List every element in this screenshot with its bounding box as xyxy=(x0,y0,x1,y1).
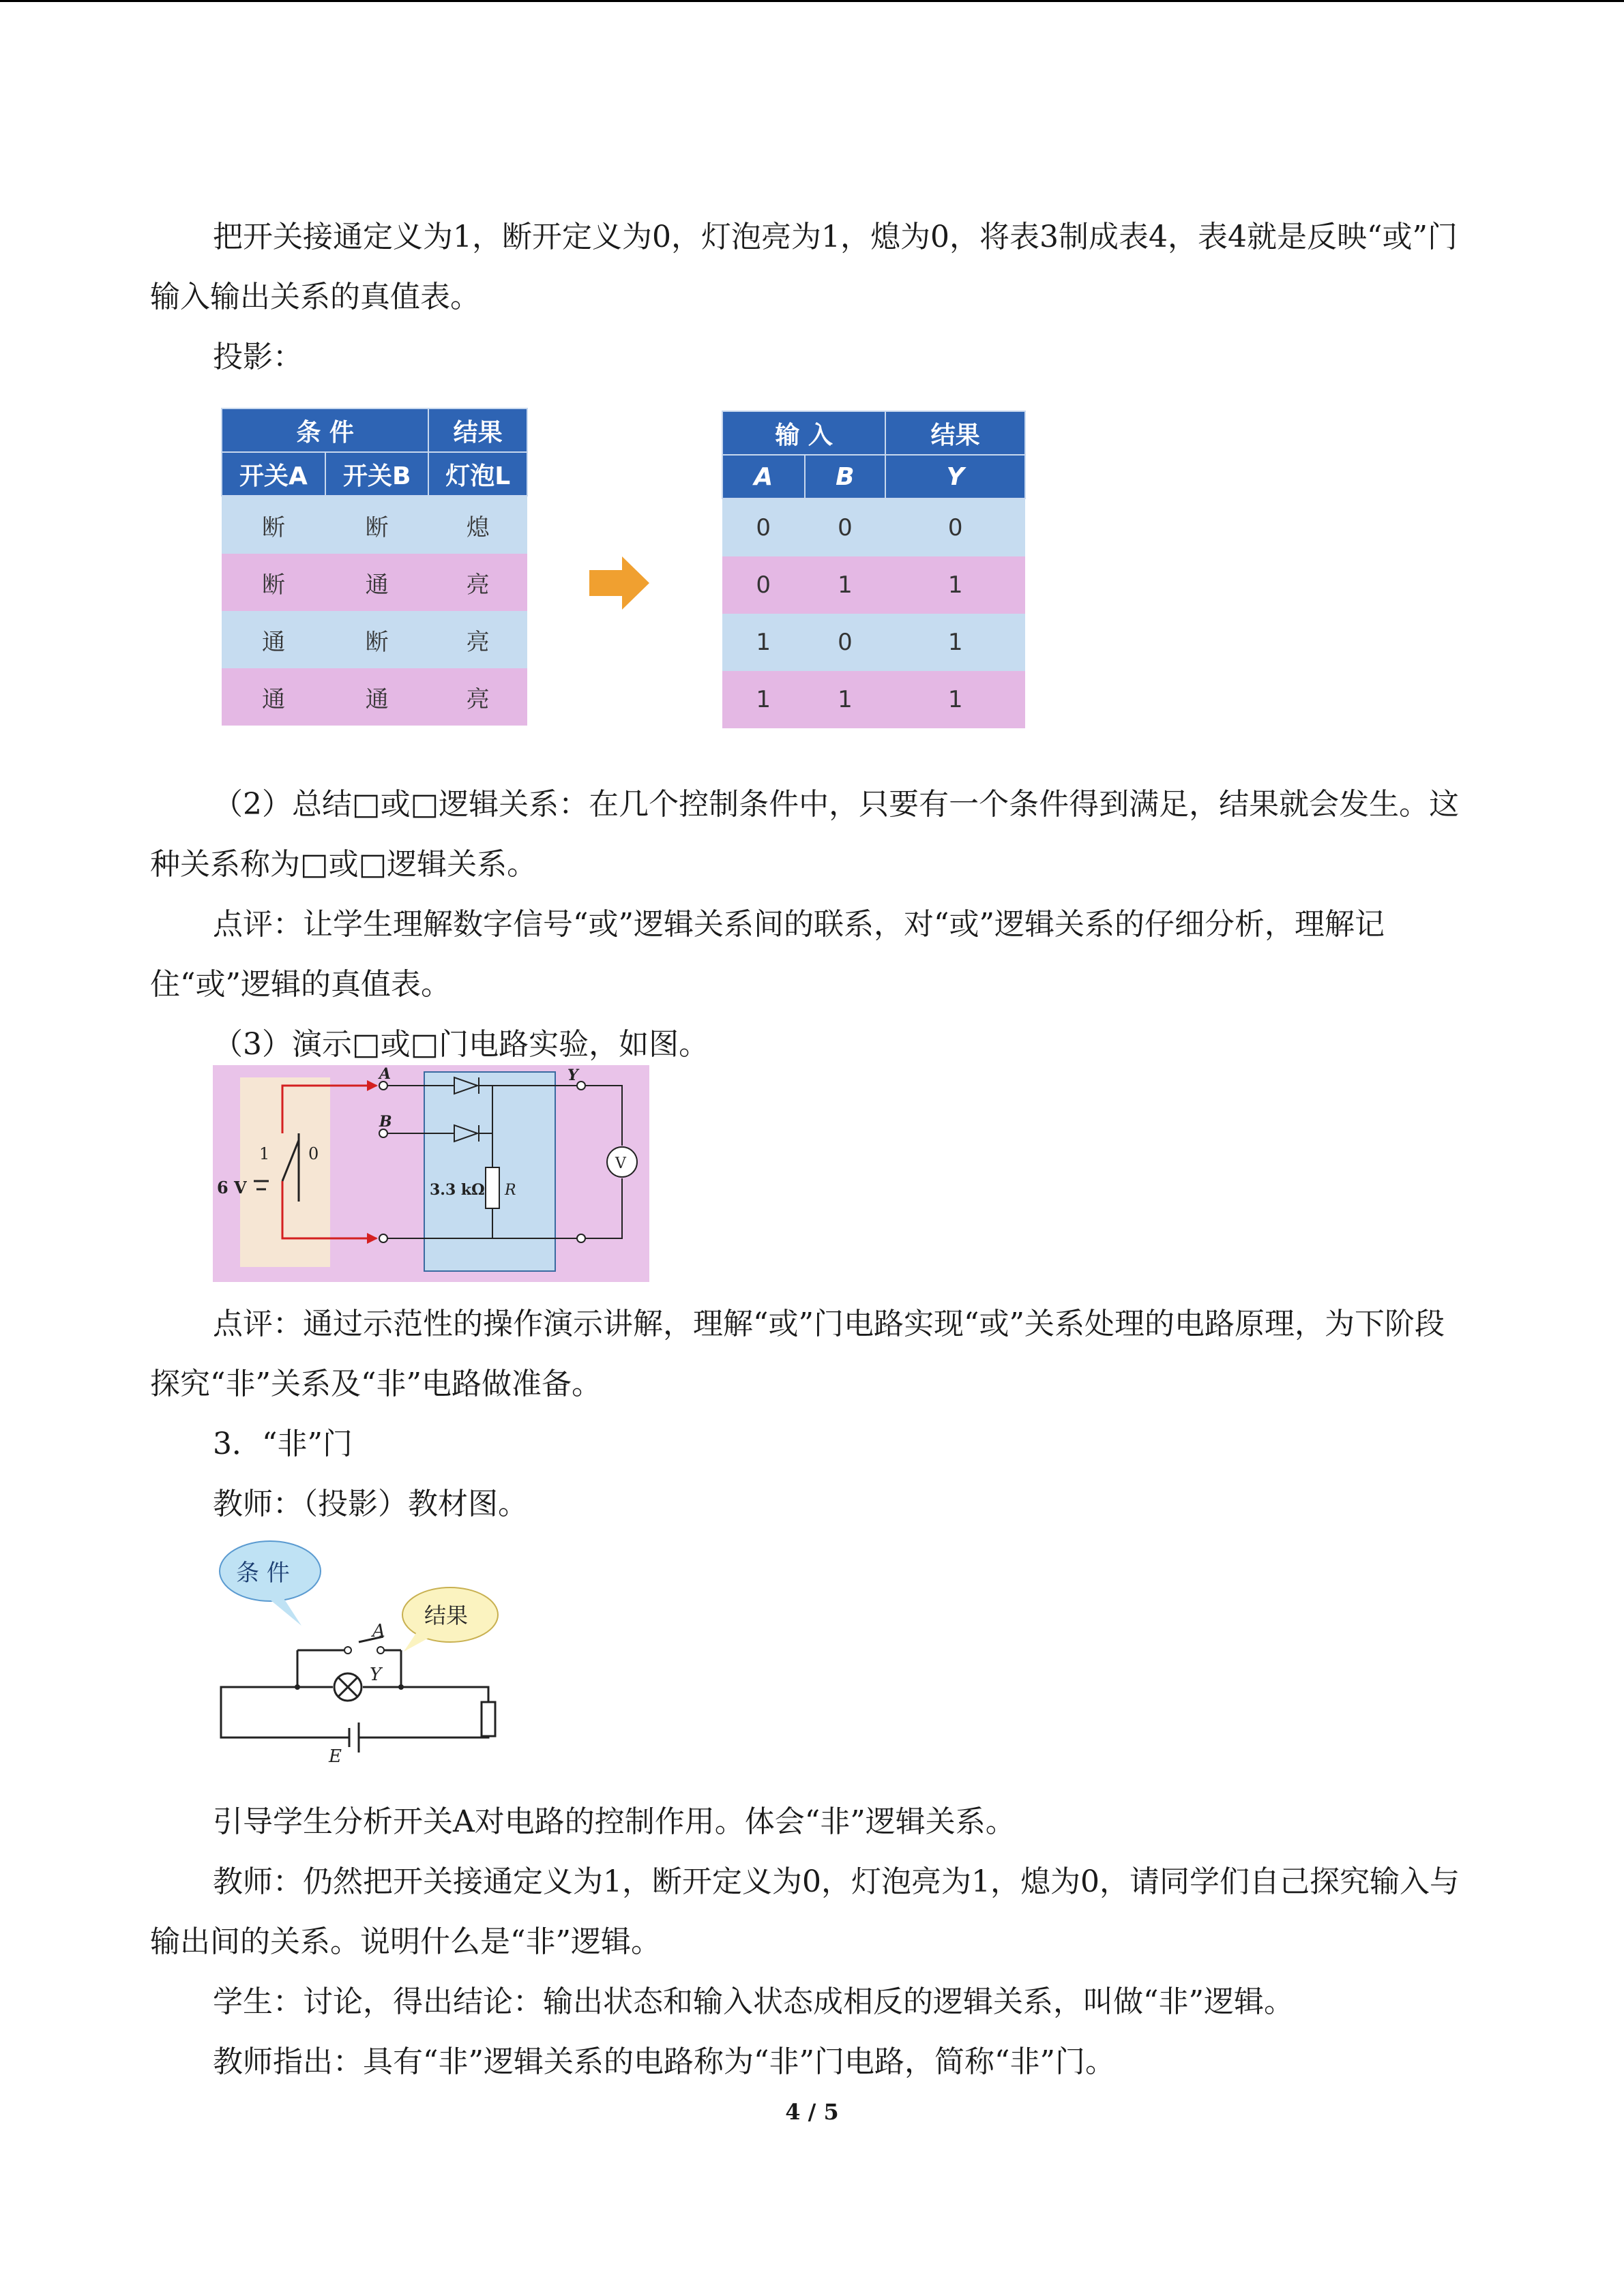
switch-off-label: 0 xyxy=(308,1144,319,1163)
table-cell: 1 xyxy=(885,614,1025,671)
switch-truth-table xyxy=(221,408,528,726)
table-cell: 0 xyxy=(805,498,886,556)
battery-e-label: E xyxy=(329,1746,342,1766)
right-arrow-icon xyxy=(587,552,652,614)
paragraph-11: 学生：讨论，得出结论：输出状态和输入状态成相反的逻辑关系，叫做“非”逻辑。 xyxy=(213,1984,1294,2019)
table-cell: 1 xyxy=(722,671,805,728)
table3-group-header: 条 件 xyxy=(222,408,428,452)
table-cell: 断 xyxy=(222,554,325,611)
paragraph-10: 教师：仍然把开关接通定义为1，断开定义为0，灯泡亮为1，熄为0，请同学们自己探究输入与输出间的关系。说明什么是“非”逻辑。 xyxy=(150,1864,1460,1959)
table3-result-header: 结果 xyxy=(428,408,527,452)
resistor-icon xyxy=(482,1702,495,1736)
input-b-label: B xyxy=(379,1113,392,1131)
paragraph-6: 点评：通过示范性的操作演示讲解，理解“或”门电路实现“或”关系处理的电路原理，为下阶段探究“非”关系及“非”电路做准备。 xyxy=(150,1307,1445,1401)
table4-col-y: Y xyxy=(885,455,1025,498)
top-border xyxy=(0,0,1624,2)
table-row xyxy=(722,498,1025,556)
table-cell: 亮 xyxy=(428,668,527,726)
paragraph-2: 投影： xyxy=(213,340,303,374)
table-row xyxy=(222,611,527,668)
table3-col-l: 灯泡L xyxy=(428,452,527,496)
page-number: 4 / 5 xyxy=(785,2099,839,2125)
paragraph-1: 把开关接通定义为1，断开定义为0，灯泡亮为1，熄为0，将表3制成表4，表4就是反映“或”门输入输出关系的真值表。 xyxy=(150,220,1458,314)
table3-col-a: 开关A xyxy=(222,452,325,496)
table-cell: 断 xyxy=(325,496,428,554)
paragraph-12: 教师指出：具有“非”逻辑关系的电路称为“非”门电路，简称“非”门。 xyxy=(213,2044,1115,2079)
table-cell: 0 xyxy=(722,498,805,556)
table-row xyxy=(222,668,527,726)
or-gate-circuit-diagram xyxy=(213,1065,649,1282)
table-cell: 1 xyxy=(805,556,886,614)
paragraph-8: 教师：（投影）教材图。 xyxy=(213,1487,528,1521)
table-cell: 通 xyxy=(222,668,325,726)
condition-bubble-label: 条 件 xyxy=(236,1560,290,1587)
table-row xyxy=(722,614,1025,671)
table-cell: 亮 xyxy=(428,554,527,611)
resistor-name-label: R xyxy=(505,1182,516,1199)
paragraph-3: （2）总结□或□逻辑关系：在几个控制条件中，只要有一个条件得到满足，结果就会发生。这种关系称为□或□逻辑关系。 xyxy=(150,787,1460,882)
table-cell: 断 xyxy=(222,496,325,554)
table-cell: 1 xyxy=(885,556,1025,614)
paragraph-7: 3．“非”门 xyxy=(213,1427,353,1461)
table-cell: 断 xyxy=(325,611,428,668)
table4-result-header: 结果 xyxy=(885,411,1025,455)
input-a-label: A xyxy=(379,1065,392,1083)
table-cell: 1 xyxy=(722,614,805,671)
paragraph-4: 点评：让学生理解数字信号“或”逻辑关系间的联系，对“或”逻辑关系的仔细分析，理解记住“或”逻辑的真值表。 xyxy=(150,907,1385,1002)
table-cell: 通 xyxy=(325,668,428,726)
voltmeter-label: V xyxy=(615,1155,626,1172)
table-row xyxy=(222,554,527,611)
battery-label: 6 V xyxy=(217,1178,247,1197)
resistor-value-label: 3.3 kΩ xyxy=(430,1181,485,1199)
table3-col-b: 开关B xyxy=(325,452,428,496)
table-row xyxy=(722,671,1025,728)
table-cell: 通 xyxy=(222,611,325,668)
table4-group-header: 输 入 xyxy=(722,411,885,455)
or-gate-truth-table xyxy=(722,411,1026,728)
not-gate-circuit-diagram xyxy=(216,1534,502,1766)
table-cell: 0 xyxy=(805,614,886,671)
paragraph-9: 引导学生分析开关A对电路的控制作用。体会“非”逻辑关系。 xyxy=(213,1804,1016,1839)
result-bubble-label: 结果 xyxy=(424,1602,469,1628)
output-y-label: Y xyxy=(370,1665,382,1685)
table-cell: 1 xyxy=(805,671,886,728)
output-y-label: Y xyxy=(567,1067,578,1084)
switch-a-label: A xyxy=(372,1621,385,1641)
table-cell: 0 xyxy=(722,556,805,614)
paragraph-5: （3）演示□或□门电路实验，如图。 xyxy=(213,1027,709,1062)
switch-on-label: 1 xyxy=(259,1144,270,1163)
table-cell: 亮 xyxy=(428,611,527,668)
table4-col-a: A xyxy=(722,455,805,498)
table-cell: 1 xyxy=(885,671,1025,728)
table-cell: 0 xyxy=(885,498,1025,556)
table-cell: 熄 xyxy=(428,496,527,554)
table-row xyxy=(722,556,1025,614)
table-row xyxy=(222,496,527,554)
table-cell: 通 xyxy=(325,554,428,611)
table4-col-b: B xyxy=(805,455,886,498)
